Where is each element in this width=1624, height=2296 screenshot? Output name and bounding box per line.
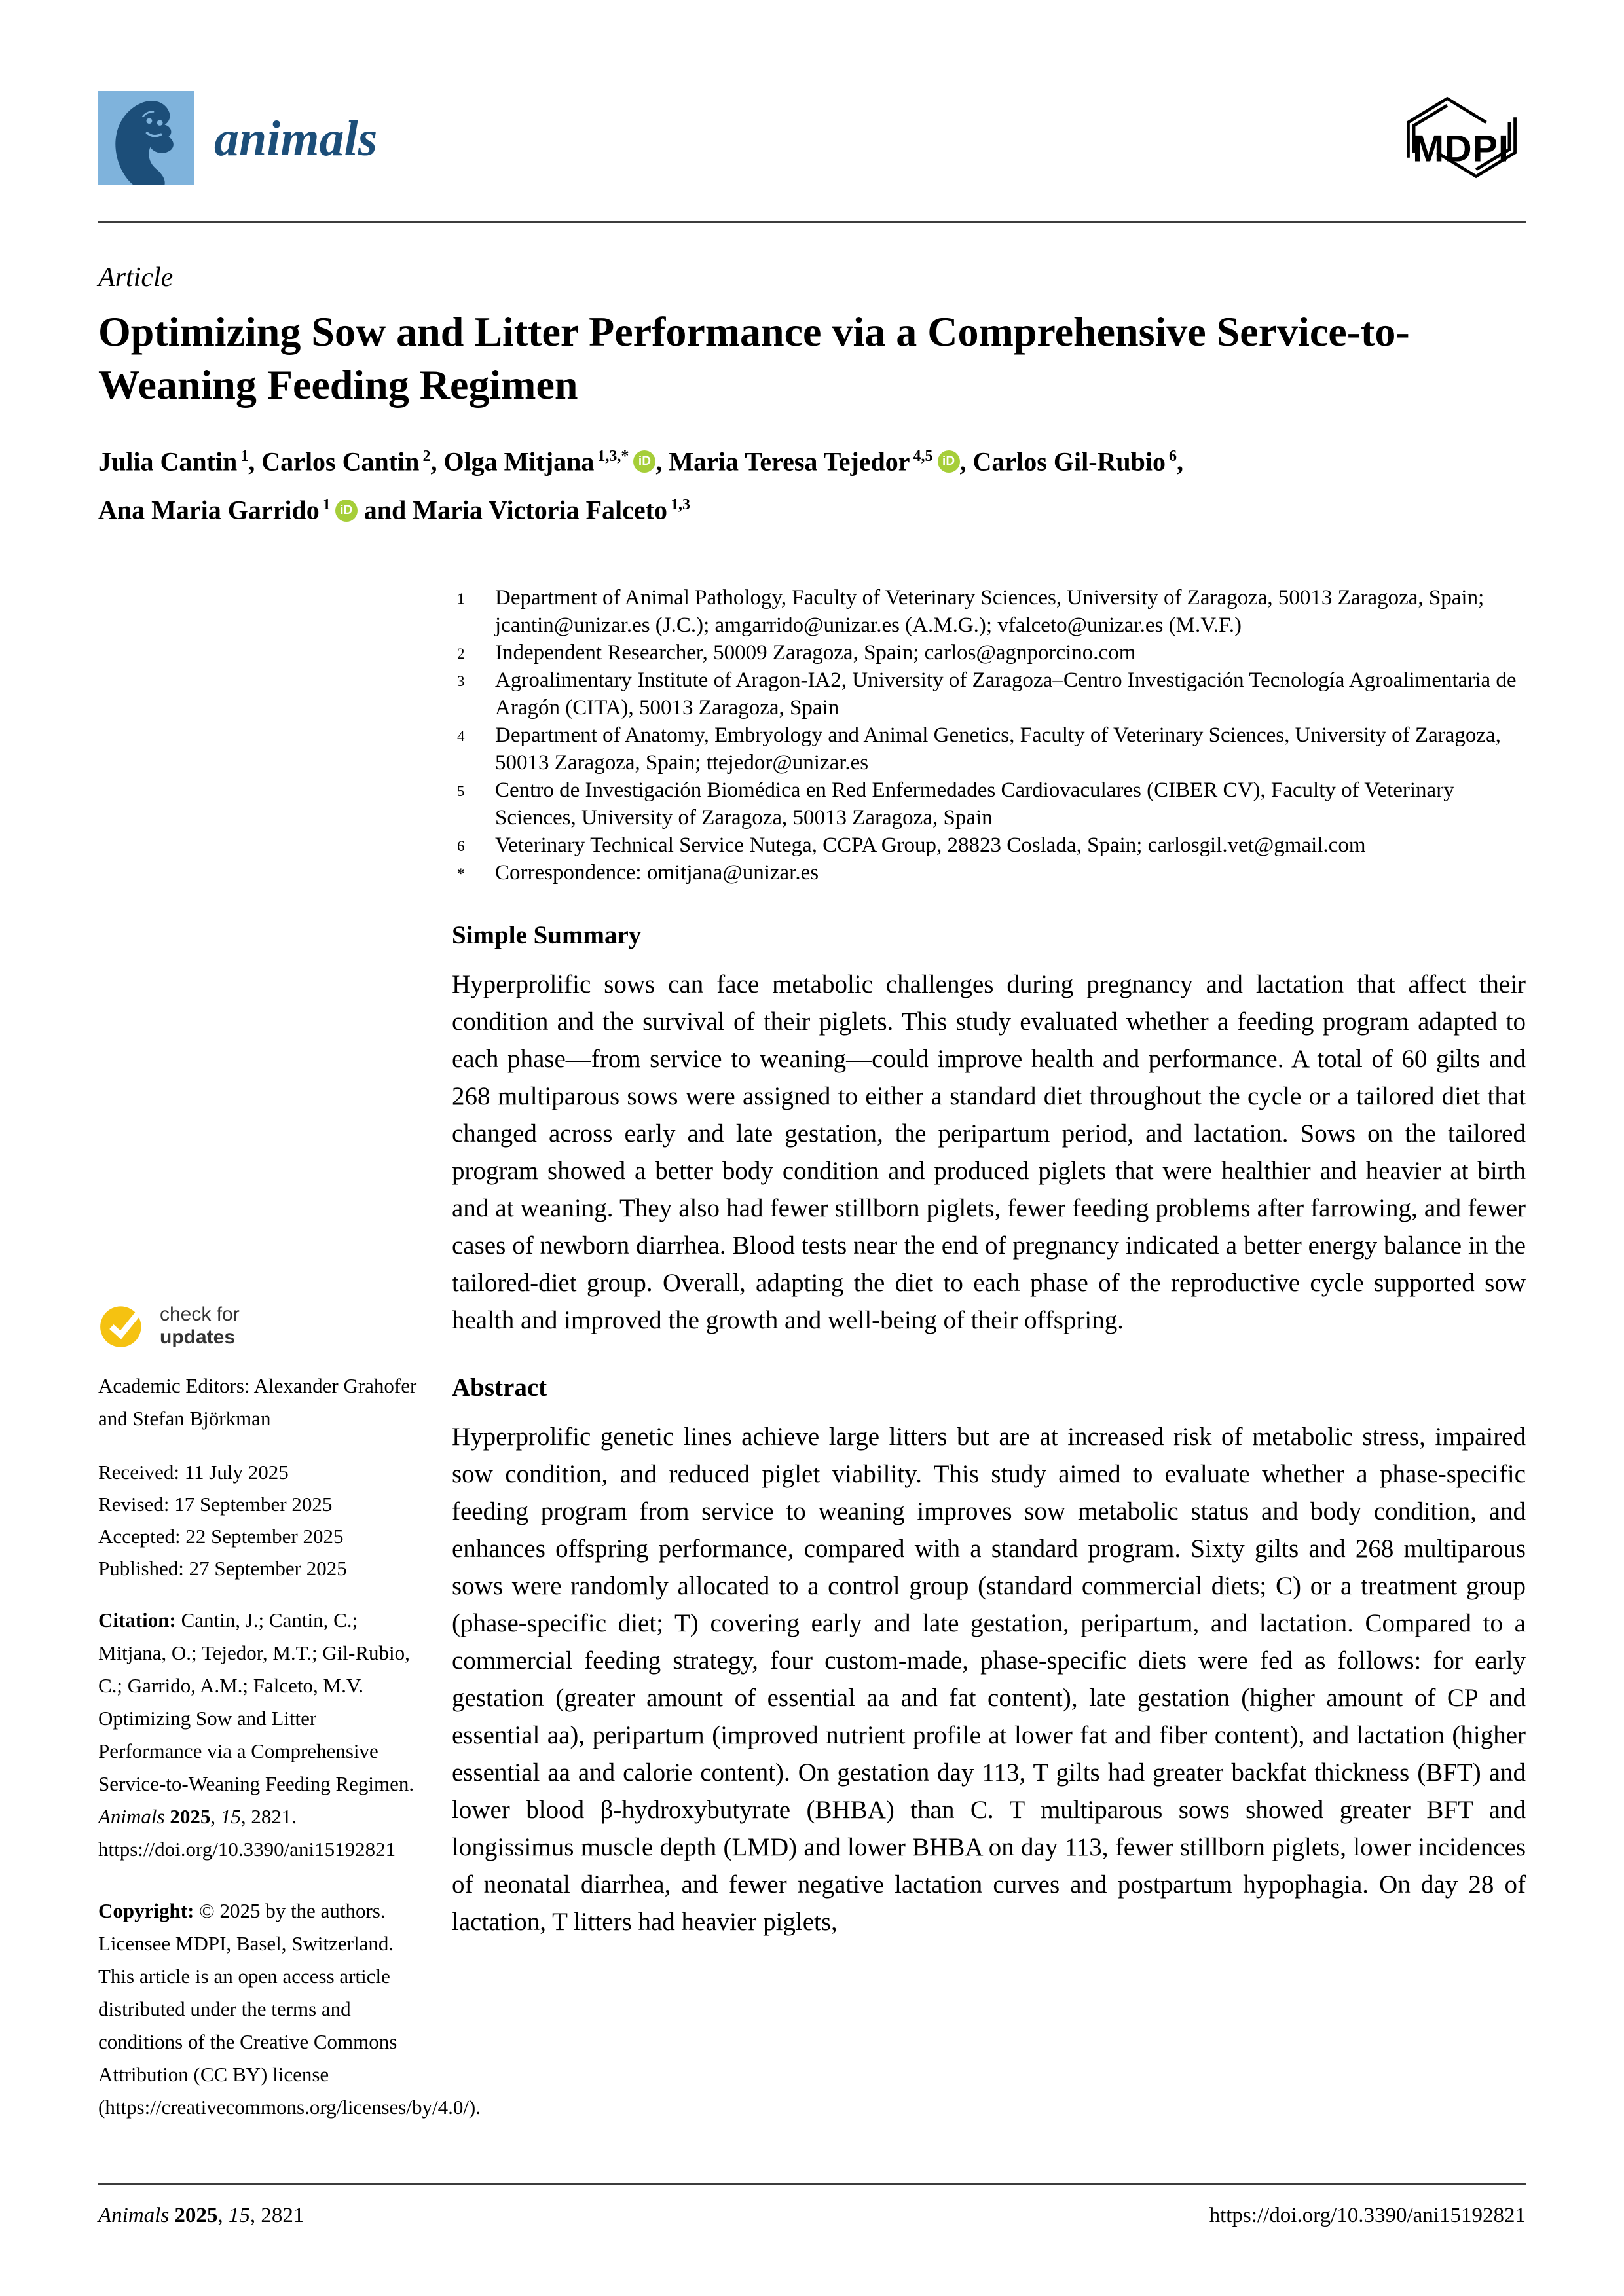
orcid-icon[interactable]: iD	[938, 450, 960, 473]
text-segment: 2025	[174, 2204, 218, 2227]
main-column	[452, 576, 1526, 1941]
text-segment: Animals	[98, 1805, 170, 1828]
citation-block	[98, 1604, 420, 1866]
affiliation-item	[452, 666, 1526, 721]
author-list	[98, 435, 1526, 532]
date-line	[98, 1552, 420, 1584]
author-affiliation-sup: 1	[322, 496, 331, 514]
affiliation-marker: 5	[457, 783, 465, 799]
affiliation-item	[452, 584, 1526, 639]
date-line	[98, 1488, 420, 1520]
date-label: Revised:	[98, 1493, 175, 1516]
date-label: Received:	[98, 1461, 185, 1484]
badge-line2: updates	[160, 1326, 236, 1348]
author-affiliation-sup: 1,3,*	[597, 448, 629, 465]
text-segment: 15	[220, 1805, 241, 1828]
affiliation-marker: 4	[457, 728, 465, 744]
date-line	[98, 1456, 420, 1488]
citation-label: Citation:	[98, 1609, 176, 1631]
author-separator: ,	[1177, 446, 1184, 477]
affiliation-text: Department of Anatomy, Embryology and Animal Genetics, Faculty of Veterinary Sciences, University of Zaragoza, 50013 Zaragoza, Spain; ttejedor@unizar.es	[495, 723, 1501, 774]
author-name: Maria Teresa Tejedor	[669, 446, 910, 477]
affiliation-text: Centro de Investigación Biomédica en Red Enfermedades Cardiovaculares (CIBER CV), Faculty of Veterinary Sciences, University of Zaragoza, 50013 Zaragoza, Spain	[495, 778, 1454, 829]
article-title: Optimizing Sow and Litter Performance via a Comprehensive Service-to-Weaning Feeding Regimen	[98, 308, 1410, 408]
text-segment: , 2821	[249, 2204, 304, 2227]
content-columns	[98, 576, 1526, 2124]
footer-doi: https://doi.org/10.3390/ani15192821	[1209, 2204, 1526, 2227]
date-label: Accepted:	[98, 1525, 186, 1548]
affiliation-text: Correspondence: omitjana@unizar.es	[495, 861, 819, 884]
affiliation-item	[452, 639, 1526, 666]
affiliation-item	[452, 831, 1526, 859]
page-header	[98, 89, 1526, 186]
affiliation-text: Independent Researcher, 50009 Zaragoza, Spain; carlos@agnporcino.com	[495, 641, 1136, 665]
text-segment: Cantin, J.; Cantin, C.; Mitjana, O.; Tejedor, M.T.; Gil-Rubio, C.; Garrido, A.M.; Falceto, M.V. Optimizing Sow and Litter Performance via a Comprehensive Service-to-Weaning Feeding Regimen.	[98, 1609, 415, 1795]
check-for-updates-label	[160, 1303, 240, 1349]
author-separator: ,	[959, 446, 973, 477]
affiliation-item	[452, 776, 1526, 831]
affiliation-text: Agroalimentary Institute of Aragon-IA2, University of Zaragoza–Centro Investigación Tecnología Agroalimentaria de Aragón (CITA), 50013 Zaragoza, Spain	[495, 668, 1517, 720]
text-segment: ,	[210, 1805, 221, 1828]
date-value: 27 September 2025	[189, 1557, 347, 1580]
article-type-label: Article	[98, 263, 174, 293]
academic-editors	[98, 1370, 420, 1435]
author-separator: ,	[655, 446, 669, 477]
affiliation-marker: *	[457, 866, 465, 882]
affiliation-list	[452, 584, 1526, 886]
footer-journal-ref	[98, 2204, 304, 2228]
author-name: Julia Cantin	[98, 446, 238, 477]
date-value: 17 September 2025	[174, 1493, 333, 1516]
article-head	[98, 262, 1526, 532]
affiliation-marker: 2	[457, 646, 465, 662]
affiliation-marker: 1	[457, 591, 465, 607]
text-segment: , 2821. https://doi.org/10.3390/ani15192821	[98, 1805, 396, 1861]
orcid-icon[interactable]: iD	[335, 500, 358, 522]
animals-monkey-icon	[98, 91, 194, 185]
date-label: Published:	[98, 1557, 189, 1580]
affiliation-marker: 3	[457, 673, 465, 689]
author-name: Olga Mitjana	[443, 446, 595, 477]
badge-line1: check for	[160, 1303, 240, 1325]
copyright-text: © 2025 by the authors. Licensee MDPI, Basel, Switzerland. This article is an open access article distributed under the terms and conditions of the Creative Commons Attribution (CC BY) license (https://creativecommons.org/licenses/by/4.0/).	[98, 1899, 481, 2119]
history-dates	[98, 1456, 420, 1584]
simple-summary-heading: Simple Summary	[452, 921, 642, 949]
author-name: Ana Maria Garrido	[98, 495, 320, 525]
date-value: 11 July 2025	[184, 1461, 289, 1484]
author-affiliation-sup: 6	[1169, 448, 1177, 465]
orcid-icon[interactable]: iD	[633, 450, 655, 473]
mdpi-logo-text: MDPI	[1412, 128, 1509, 170]
author-separator: ,	[248, 446, 262, 477]
check-for-updates-badge[interactable]	[98, 1300, 420, 1351]
text-segment: 2025	[170, 1805, 211, 1828]
mdpi-logo	[1397, 91, 1526, 184]
left-sidebar	[98, 576, 481, 2124]
header-divider	[98, 221, 1526, 223]
text-segment: Animals	[98, 2204, 175, 2227]
date-line	[98, 1520, 420, 1552]
copyright-label: Copyright:	[98, 1899, 194, 1922]
journal-wordmark: animals	[214, 111, 378, 166]
author-name: Carlos Gil-Rubio	[972, 446, 1166, 477]
author-separator: and	[357, 495, 413, 525]
affiliation-text: Veterinary Technical Service Nutega, CCPA Group, 28823 Coslada, Spain; carlosgil.vet@gmail.com	[495, 833, 1366, 857]
text-segment: ,	[217, 2204, 229, 2227]
copyright-block	[98, 1895, 481, 2124]
journal-logo	[98, 91, 377, 185]
editors-names: Alexander Grahofer and Stefan Björkman	[98, 1374, 417, 1430]
affiliation-marker: 6	[457, 838, 465, 854]
author-separator: ,	[430, 446, 444, 477]
author-name: Maria Victoria Falceto	[413, 495, 667, 525]
author-affiliation-sup: 4,5	[913, 448, 933, 465]
footer-divider	[98, 2183, 1526, 2185]
affiliation-item	[452, 721, 1526, 776]
editors-label: Academic Editors:	[98, 1374, 250, 1397]
simple-summary-text: Hyperprolific sows can face metabolic challenges during pregnancy and lactation that affect their condition and the survival of their piglets. This study evaluated whether a feeding program adapted to each phase—from service to weaning—could improve health and performance. A total of 60 gilts and 268 multiparous sows were assigned to either a standard diet throughout the cycle or a tailored diet that changed across early and late gestation, the peripartum period, and lactation. Sows on the tailored program showed a better body condition and produced piglets that were healthier and heavier at birth and at weaning. They also had fewer stillborn piglets, fewer feeding problems after farrowing, and fewer cases of newborn diarrhea. Blood tests near the end of pregnancy indicated a better energy balance in the tailored-diet group. Overall, adapting the diet to each phase of the reproductive cycle supported sow health and improved the growth and well-being of their offspring.	[452, 970, 1526, 1334]
affiliation-text: Department of Animal Pathology, Faculty of Veterinary Sciences, University of Zaragoza, 50013 Zaragoza, Spain; jcantin@unizar.es (J.C.); amgarrido@unizar.es (A.M.G.); vfalceto@unizar.es (M.V.F.)	[495, 586, 1485, 637]
check-icon	[98, 1300, 149, 1351]
author-affiliation-sup: 2	[422, 448, 431, 465]
abstract-text: Hyperprolific genetic lines achieve large litters but are at increased risk of metabolic stress, impaired sow condition, and reduced piglet viability. This study aimed to evaluate whether a phase-specific feeding program from service to weaning improves sow metabolic status and body condition, and enhances offspring performance, compared with a standard program. Sixty gilts and 268 multiparous sows were randomly allocated to a control group (standard commercial diets; C) or a treatment group (phase-specific diet; T) covering early and late gestation, peripartum, and lactation. Compared to a commercial feeding strategy, four custom-made, phase-specific diets were fed as follows: for early gestation (greater amount of essential aa and fat content), late gestation (higher amount of CP and essential aa), peripartum (improved nutrient profile at lower fat and fiber content), and lactation (higher essential aa and calorie content). On gestation day 113, T gilts had greater backfat thickness (BFT) and lower blood β-hydroxybutyrate (BHBA) than C. T multiparous sows showed greater BFT and longissimus muscle depth (LMD) and lower BHBA on day 113, fewer stillborn piglets, lower incidences of neonatal diarrhea, and fewer negative lactation curves and postpartum hypophagia. On day 28 of lactation, T litters had heavier piglets,	[452, 1423, 1526, 1936]
abstract-heading: Abstract	[452, 1374, 547, 1402]
affiliation-item	[452, 859, 1526, 886]
author-affiliation-sup: 1	[240, 448, 249, 465]
text-segment: 15	[228, 2204, 250, 2227]
date-value: 22 September 2025	[185, 1525, 344, 1548]
page-footer	[98, 2204, 1526, 2228]
author-affiliation-sup: 1,3	[670, 496, 690, 514]
author-name: Carlos Cantin	[261, 446, 420, 477]
